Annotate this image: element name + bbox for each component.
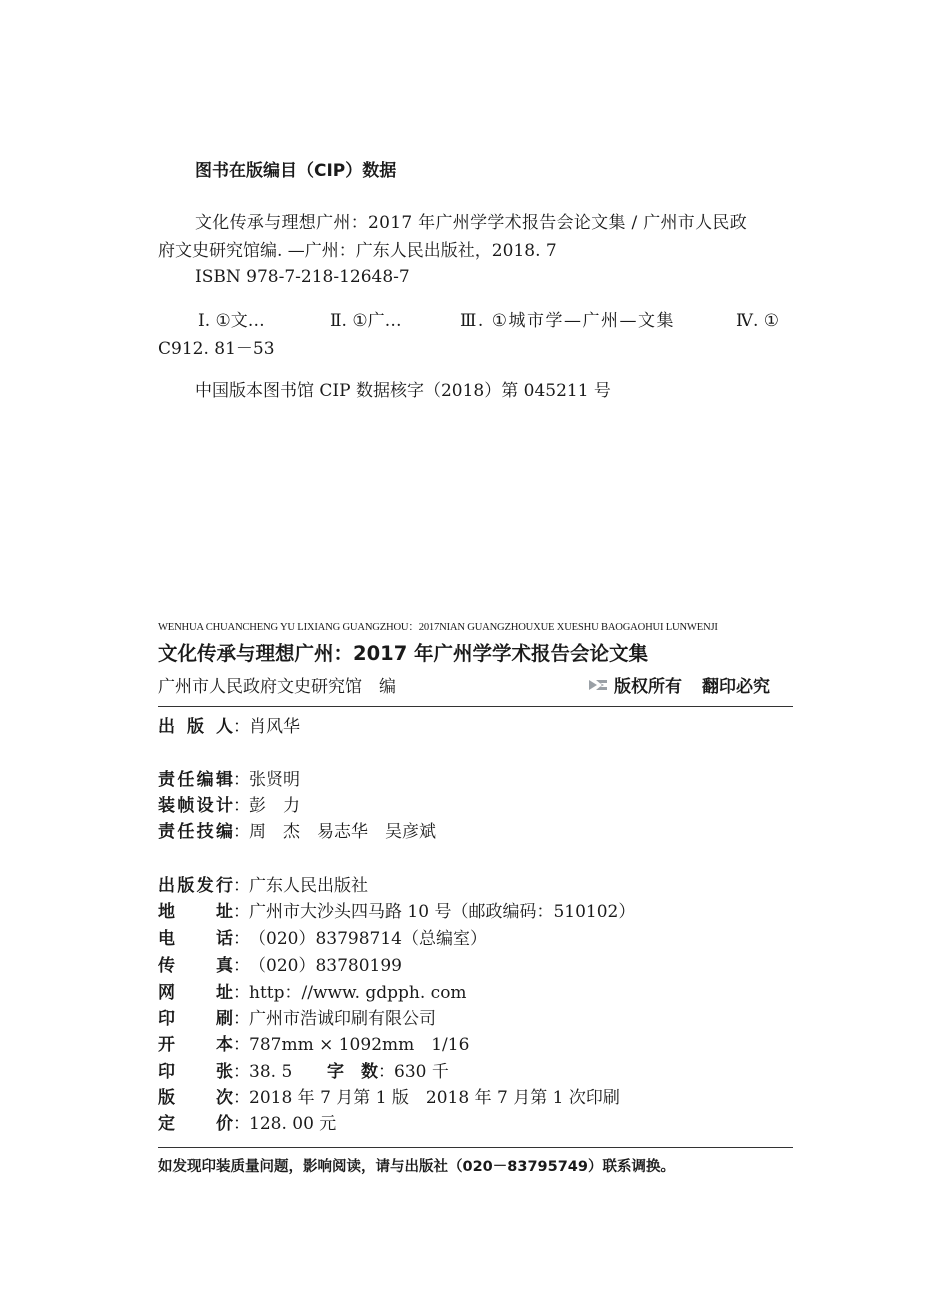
cip-class-4: Ⅳ. ① <box>736 311 780 331</box>
colophon-fax: 传真：（020）83780199 <box>158 953 402 979</box>
reprint-prohibited: 翻印必究 <box>702 677 770 697</box>
colophon-phone: 电话：（020）83798714（总编室） <box>158 926 487 952</box>
colophon-format: 开本：787mm × 1092mm 1/16 <box>158 1032 469 1058</box>
label: 网址 <box>158 983 233 1003</box>
cip-class-3: Ⅲ. ①城市学—广州—文集 <box>460 311 675 331</box>
word-count-value: 630 千 <box>394 1062 449 1082</box>
pinyin-title: WENHUA CHUANCHENG YU LIXIANG GUANGZHOU：2017NIAN GUANGZHOUXUE XUESHU BAOGAOHUI LUNWENJI <box>158 622 718 633</box>
value: 广州市大沙头四马路 10 号（邮政编码：510102） <box>249 902 636 922</box>
value: 彭 力 <box>249 796 300 816</box>
value: 肖风华 <box>249 717 300 737</box>
colophon-publisher-person: 出 版 人：肖风华 <box>158 714 300 740</box>
cip-class-1: Ⅰ. ①文… <box>198 311 265 331</box>
cip-core-record: 中国版本图书馆 CIP 数据核字（2018）第 045211 号 <box>195 381 611 401</box>
value: http：//www. gdpph. com <box>249 983 467 1003</box>
label: 印张 <box>158 1062 233 1082</box>
cip-class-2: Ⅱ. ①广… <box>330 311 402 331</box>
colophon-responsible-editor: 责任编辑：张贤明 <box>158 767 300 793</box>
value: 张贤明 <box>249 770 300 790</box>
value: 广州市浩诚印刷有限公司 <box>249 1009 436 1029</box>
colophon-sheets: 印张：38. 5 字 数：630 千 <box>158 1059 449 1085</box>
value: 38. 5 <box>249 1062 293 1082</box>
label: 定价 <box>158 1114 233 1134</box>
rights-reserved: 版权所有 <box>614 677 682 697</box>
colophon-binding-design: 装帧设计：彭 力 <box>158 793 300 819</box>
value: （020）83780199 <box>249 956 402 976</box>
divider-bottom <box>158 1147 793 1148</box>
rights-notice <box>588 674 770 700</box>
label: 地址 <box>158 902 233 922</box>
colophon-tech-editor: 责任技编：周 杰 易志华 吴彦斌 <box>158 819 436 845</box>
colophon-printer: 印刷：广州市浩诚印刷有限公司 <box>158 1006 436 1032</box>
colophon-address: 地址：广州市大沙头四马路 10 号（邮政编码：510102） <box>158 899 635 925</box>
book-title: 文化传承与理想广州：2017 年广州学学术报告会论文集 <box>158 642 649 665</box>
value: 广东人民出版社 <box>249 876 368 896</box>
cip-entry-line-1: 文化传承与理想广州：2017 年广州学学术报告会论文集 / 广州市人民政 <box>195 213 748 233</box>
cip-class-line-2: C912. 81－53 <box>158 339 275 359</box>
label: 责任技编 <box>158 822 233 842</box>
value: （020）83798714（总编室） <box>249 929 487 949</box>
cip-entry-line-2: 府文史研究馆编. —广州：广东人民出版社，2018. 7 <box>158 241 557 261</box>
cip-isbn: ISBN 978-7-218-12648-7 <box>195 267 410 287</box>
label: 责任编辑 <box>158 770 233 790</box>
footer-note: 如发现印装质量问题，影响阅读，请与出版社（020－83795749）联系调换。 <box>158 1159 675 1175</box>
value: 128. 00 元 <box>249 1114 337 1134</box>
label: 出 版 人 <box>158 717 233 737</box>
label: 传真 <box>158 956 233 976</box>
colophon-edition: 版次：2018 年 7 月第 1 版 2018 年 7 月第 1 次印刷 <box>158 1085 620 1111</box>
colophon-price: 定价：128. 00 元 <box>158 1111 336 1137</box>
value: 2018 年 7 月第 1 版 2018 年 7 月第 1 次印刷 <box>249 1088 620 1108</box>
cip-heading: 图书在版编目（CIP）数据 <box>195 161 397 181</box>
label: 装帧设计 <box>158 796 233 816</box>
colophon-website: 网址：http：//www. gdpph. com <box>158 980 467 1006</box>
colophon-distributor: 出版发行：广东人民出版社 <box>158 873 368 899</box>
label: 印刷 <box>158 1009 233 1029</box>
divider-top <box>158 706 793 707</box>
label: 版次 <box>158 1088 233 1108</box>
value: 787mm × 1092mm 1/16 <box>249 1035 470 1055</box>
label: 开本 <box>158 1035 233 1055</box>
copyright-mark-icon <box>588 674 608 700</box>
word-count-label: 字 数 <box>327 1062 378 1082</box>
label: 电话 <box>158 929 233 949</box>
label: 出版发行 <box>158 876 233 896</box>
value: 周 杰 易志华 吴彦斌 <box>249 822 436 842</box>
book-editor: 广州市人民政府文史研究馆 编 <box>158 677 396 697</box>
